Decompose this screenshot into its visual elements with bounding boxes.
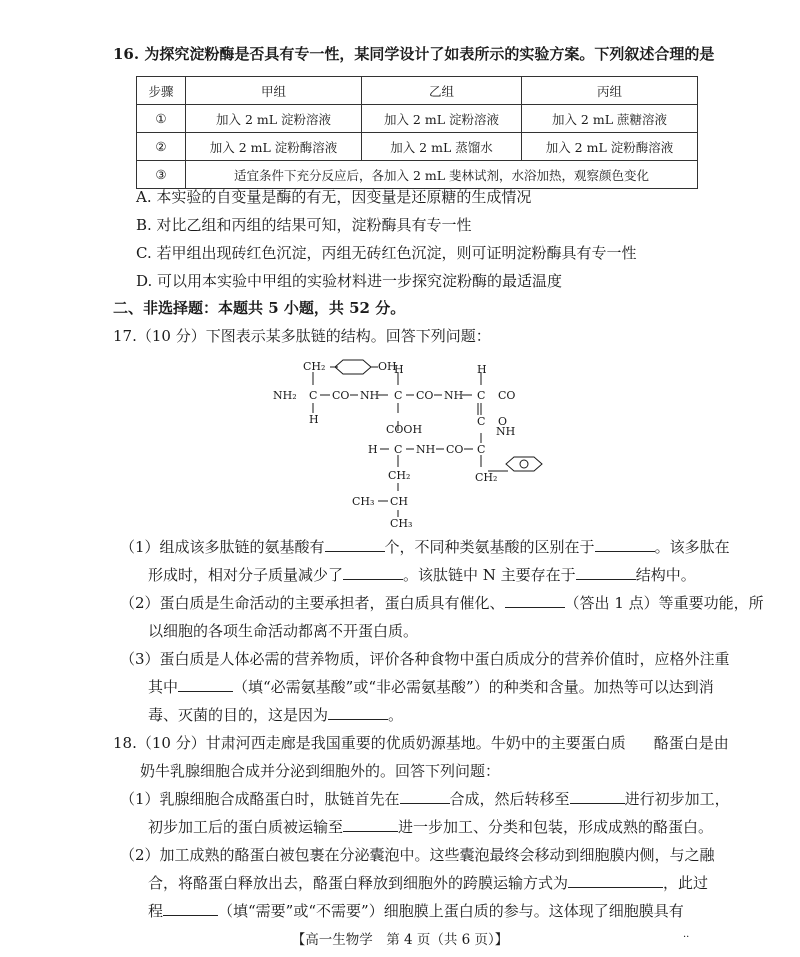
- benzene-ring-2: [506, 457, 542, 471]
- table-cell: ③: [137, 161, 186, 189]
- answer-blank[interactable]: [400, 789, 450, 804]
- table-header-cell: 步骤: [137, 77, 186, 105]
- q17-p3c: （填“必需氨基酸”或“非必需氨基酸”）的种类和含量。加热等可以达到消: [233, 678, 714, 696]
- c-o-atom: C: [477, 415, 486, 428]
- q18-p2a: （2）加工成熟的酪蛋白被包裹在分泌囊泡中。这些囊泡最终会移动到细胞膜内侧，与之融: [120, 846, 715, 864]
- q18-stem-b: 酪蛋白是由: [653, 734, 729, 752]
- q18-p2b: 合，将酪蛋白释放出去，酪蛋白释放到细胞外的跨膜运输方式为: [148, 874, 569, 892]
- q16-option-a: A. 本实验的自变量是酶的有无，因变量是还原糖的生成情况: [136, 188, 532, 206]
- q17-part3-line3: [148, 705, 403, 725]
- table-cell: 加入 2 mL 淀粉酶溶液: [521, 133, 697, 161]
- ch2-group-a: CH₂: [303, 360, 326, 373]
- q17-part3-line2: [148, 677, 714, 697]
- answer-blank[interactable]: [343, 817, 398, 832]
- q16-stem: 16. 为探究淀粉酶是否具有专一性，某同学设计了如表所示的实验方案。下列叙述合理的是: [113, 45, 715, 63]
- q18-part1-line2: [148, 817, 713, 837]
- q16-option-d: D. 可以用本实验中甲组的实验材料进一步探究淀粉酶的最适温度: [136, 272, 563, 290]
- answer-blank[interactable]: [505, 593, 565, 608]
- ch-group: CH: [390, 495, 409, 508]
- table-cell: 适宜条件下充分反应后，各加入 2 mL 斐林试剂，水浴加热，观察颜色变化: [186, 161, 698, 189]
- q18-part1-line1: [120, 789, 730, 809]
- table-row: [137, 133, 698, 161]
- q18-p1a: （1）乳腺细胞合成酪蛋白时，肽链首先在: [120, 790, 400, 808]
- answer-blank[interactable]: [163, 901, 218, 916]
- q17-p3b: 其中: [148, 678, 179, 696]
- q17-p1f: 结构中。: [635, 566, 696, 584]
- q17-part1-line2: [148, 565, 696, 585]
- q17-p1a: （1）组成该多肽链的氨基酸有: [120, 538, 325, 556]
- h-atom-3: H: [477, 363, 487, 376]
- answer-blank[interactable]: [328, 705, 388, 720]
- answer-blank[interactable]: [570, 789, 625, 804]
- q18-p1c: 进行初步加工，: [624, 790, 730, 808]
- q16-option-c: C. 若甲组出现砖红色沉淀，丙组无砖红色沉淀，则可证明淀粉酶具有专一性: [136, 244, 637, 262]
- table-cell: 加入 2 mL 淀粉溶液: [362, 105, 522, 133]
- table-cell: ①: [137, 105, 186, 133]
- q18-p1b: 合成，然后转移至: [449, 790, 570, 808]
- h-atom-1: H: [309, 413, 319, 426]
- q17-stem: 17.（10 分）下图表示某多肽链的结构。回答下列问题：: [113, 327, 491, 345]
- table-row: [137, 105, 698, 133]
- answer-blank[interactable]: [595, 537, 655, 552]
- table-cell: 加入 2 mL 淀粉酶溶液: [186, 133, 362, 161]
- c-atom-2: C: [394, 389, 403, 402]
- co-group-4: CO: [446, 443, 464, 456]
- table-header-cell: 甲组: [186, 77, 362, 105]
- co-group-3: CO: [498, 389, 516, 402]
- q17-p2b: （答出 1 点）等重要功能，所: [564, 594, 764, 612]
- nh-group-2: NH: [444, 389, 464, 402]
- q17-p1d: 形成时，相对分子质量减少了: [148, 566, 344, 584]
- answer-blank[interactable]: [325, 537, 385, 552]
- answer-blank[interactable]: [576, 565, 636, 580]
- nh2-group: NH₂: [273, 389, 297, 402]
- page-footer: 【高一生物学 第 4 页（共 6 页）】: [291, 932, 509, 948]
- table-header-row: [137, 77, 698, 105]
- benzene-ring-2-inner: [520, 460, 528, 468]
- nh-group-1: NH: [360, 389, 380, 402]
- nh-group-4: NH: [496, 425, 516, 438]
- q18-p1d: 初步加工后的蛋白质被运输至: [148, 818, 344, 836]
- q17-p3e: 。: [388, 706, 404, 724]
- nh-group-3: NH: [416, 443, 436, 456]
- ch3-group-a: CH₃: [352, 495, 375, 508]
- q17-p1c: 。该多肽在: [654, 538, 730, 556]
- q17-p1b: 个，不同种类氨基酸的区别在于: [384, 538, 595, 556]
- oh-group: OH: [378, 360, 397, 373]
- experiment-table: [136, 76, 698, 189]
- h-atom-5: H: [368, 443, 378, 456]
- benzene-ring-1: [335, 360, 371, 374]
- q17-p3d: 毒、灭菌的目的，这是因为: [148, 706, 329, 724]
- q17-p3a: （3）蛋白质是人体必需的营养物质，评价各种食物中蛋白质成分的营养价值时，应格外注重: [120, 650, 730, 668]
- ch3-group-b: CH₃: [390, 517, 413, 530]
- co-group-1: CO: [332, 389, 350, 402]
- answer-blank[interactable]: [178, 677, 233, 692]
- q17-p2c: 以细胞的各项生命活动都离不开蛋白质。: [148, 622, 419, 640]
- q18-part2-line2: [148, 873, 708, 893]
- cooh-group: COOH: [386, 423, 423, 436]
- q17-part2-line1: [120, 593, 764, 613]
- q18-stem-a: 18.（10 分）甘肃河西走廊是我国重要的优质奶源基地。牛奶中的主要蛋白质: [113, 734, 626, 752]
- corner-mark: ··: [683, 932, 690, 943]
- q18-p1e: 进一步加工、分类和包装，形成成熟的酪蛋白。: [398, 818, 714, 836]
- q18-stem-line1: [113, 733, 729, 753]
- answer-blank[interactable]: [343, 565, 403, 580]
- table-cell: 加入 2 mL 淀粉溶液: [186, 105, 362, 133]
- q18-p2e: （填“需要”或“不需要”）细胞膜上蛋白质的参与。这体现了细胞膜具有: [218, 902, 684, 920]
- q17-p2a: （2）蛋白质是生命活动的主要承担者，蛋白质具有催化、: [120, 594, 505, 612]
- q18-part2-line3: [148, 901, 684, 921]
- table-cell: ②: [137, 133, 186, 161]
- ch2-group-c: CH₂: [388, 469, 411, 482]
- q16-option-b: B. 对比乙组和丙组的结果可知，淀粉酶具有专一性: [136, 216, 472, 234]
- c-atom-1: C: [309, 389, 318, 402]
- polypeptide-structure: [268, 355, 568, 535]
- h-atom-2: H: [394, 363, 404, 376]
- q18-stem-c: 奶牛乳腺细胞合成并分泌到细胞外的。回答下列问题：: [140, 762, 501, 780]
- table-row: [137, 161, 698, 189]
- answer-blank[interactable]: [568, 873, 663, 888]
- q17-part1-line1: [120, 537, 730, 557]
- q18-p2d: 程: [148, 902, 164, 920]
- table-header-cell: 丙组: [521, 77, 697, 105]
- q18-p2c: ，此过: [663, 874, 709, 892]
- c-atom-4: C: [394, 443, 403, 456]
- section-heading: 二、非选择题：本题共 5 小题，共 52 分。: [113, 299, 406, 317]
- table-cell: 加入 2 mL 蒸馏水: [362, 133, 522, 161]
- c-atom-5: C: [477, 443, 486, 456]
- q17-p1e: 。该肽链中 N 主要存在于: [403, 566, 576, 584]
- c-atom-3: C: [477, 389, 486, 402]
- o-atom: O: [498, 415, 508, 428]
- table-cell: 加入 2 mL 蔗糖溶液: [521, 105, 697, 133]
- co-group-2: CO: [416, 389, 434, 402]
- ch2-group-b: CH₂: [475, 471, 498, 484]
- table-header-cell: 乙组: [362, 77, 522, 105]
